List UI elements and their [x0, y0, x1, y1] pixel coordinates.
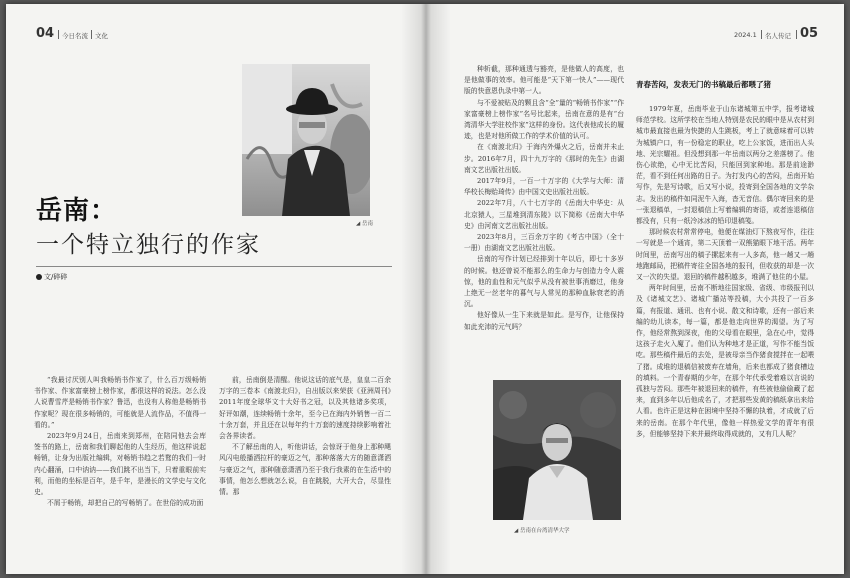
left-header-section-b: 文化 [95, 32, 108, 40]
paragraph: 两年时间里，岳南不断地往国家级、省级、市级报刊以及《诸城文艺》、诸城广播站等投稿，大小共投了一百多篇，有报道、通讯、也有小说、散文和诗歌，还有一部后来编的幼儿读本，每一篇，都是他走向世界的渴望。为了写作，他经常熬到深夜，他的父母看在眼里，急在心中，觉得这孩子走火入魔了。他们认为种地才是正道，写作不能当饭吃。那些稿件最后的去处，是被母亲当作猪食搅拌在一起喂了猪。成堆的退稿信被废弃在墙角，后来也都成了猪食槽边的填料。一个青春期的少年，在那个年代承受着难以言说的孤独与苦闷。那些年被退回来的稿件，有些被他偷偷藏了起来，直到多年以后他成名了，才把那些发黄的稿纸拿出来给人看。也许正是这种在困境中坚持不懈的执着，才成就了后来的岳南。在那个年代里，像他一样热爱文学的青年有很多，但能够坚持下来并最终取得成就的，又有几人呢？ [636, 284, 814, 438]
paragraph: “我最讨厌别人叫我畅销书作家了，什么百万级畅销书作家、作家富豪榜上榜作家，都很这样的说法。怎么没人说曹雪芹是畅销书作家？鲁迅，也没有人称他是畅销书作家呢？现在很多畅销的，可能就是人流作品，不值得一看的。” [34, 376, 206, 429]
paragraph: 那时候农村常常停电，他便在煤油灯下熬夜写作，往往一写就是一个通宵，第二天顶着一双熊猫眼下地干活。两年时间里，岳南写出的稿子摞起来有一人多高，他一趟又一趟地跑邮局，把稿件寄往全国各地的报刊，但收获的却是一次又一次的失望。退回的稿件越积越多，堆满了他住的小屋。 [636, 228, 814, 282]
right-photo-caption-text: 岳南在台湾清华大学 [519, 528, 570, 534]
paragraph: 2022年7月，八十七万字的《岳南大中华史：从北京猿人，三星堆到清东陵》以下简称《岳南大中华史》由河南文艺出版社出版。 [464, 199, 624, 230]
portrait-photo-white-shirt [493, 380, 621, 520]
paragraph: 不屑于畅销，却把自己的写畅销了。在世俗的成功面 [47, 499, 204, 508]
right-page-column-1 [464, 64, 624, 380]
paragraph: 2023年9月24日，岳南来到郑州，在陪同他去会库签书的路上，岳南和我们聊起他的人生经历，他这样说起畅销，让身为出版社编辑，对畅销书趋之若鹜的我们一时内心翻涌，口中讷讷——我们跳不出当下，只着重眼前实利，而他的坐标是百年，是千年，是漫长的文学史与文化史。 [34, 432, 206, 497]
portrait-illustration [242, 64, 370, 216]
left-page-column-1 [34, 375, 206, 571]
author-text: 文/碎碎 [44, 273, 68, 281]
portrait-photo-hat [242, 64, 370, 216]
left-page-number: 04 [36, 26, 55, 41]
paragraph: 前，岳南倒是清醒。他说这话的底气是，皇皇二百余万字的三卷本《南渡北归》，自出版以来荣获《亚洲周刊》2011年度全球华文十大好书之冠，以及其他诸多奖项，好评如潮，连续畅销十余年，至今已在海内外销售一百二十余万套，并且还在以每年约十万套的速度持续影响着社会各界读者。 [219, 376, 391, 441]
header-separator [796, 30, 797, 39]
right-photo-caption [514, 526, 570, 534]
right-header-date: 2024.1 [734, 31, 757, 39]
right-page-column-2 [636, 104, 814, 570]
title-rule [36, 266, 392, 267]
caption-marker-icon: ◢ [514, 528, 520, 534]
book-gutter-shadow [401, 4, 451, 574]
author-line [36, 272, 67, 282]
left-photo-caption-text: 岳南 [361, 221, 373, 227]
magazine-spread [6, 4, 844, 574]
paragraph: 2023年8月，三百余万字的《考古中国》（全十一册）由湖南文艺出版社出版。 [464, 233, 624, 253]
left-page-column-2 [219, 375, 391, 571]
paragraph: 在《南渡北归》于海内外爆火之后，岳南并未止步。2016年7月，四十九万字的《那时的先生》由湖南文艺出版社出版。 [464, 143, 624, 174]
left-photo-caption [356, 219, 373, 227]
paragraph: 2017年9月，一百一十万字的《大学与大师：清华校长梅贻琦传》由中国文史出版社出版。 [464, 177, 624, 197]
right-page-number: 05 [800, 26, 819, 41]
portrait-illustration-2 [493, 380, 621, 520]
paragraph: 种斩截，那种通透与豁亮，是他做人的高度，也是他做事的效率。他可能是“天下第一快人”——现代版的快意恩仇录中第一人。 [464, 65, 624, 96]
section-subhead: 青春苦闷，发表无门的书稿最后都喂了猪 [636, 80, 771, 89]
paragraph: 1979年夏，岳南毕业于山东诸城第五中学，报考诸城师范学校。这所学校在当地人特别是农民的眼中是从农村到城市最直接也最为快捷的人生跳板，考上了就意味着可以转为城镇户口，有一份稳定的职业，吃上公家饭，进而出人头地、光宗耀祖。但没想到那一年岳南以两分之差落榜了。他伤心欲绝，心中无比苦闷，只能回到家种地。那是前途渺茫，看不到任何出路的日子。为打发内心的苦闷，岳南开始写作，先是写诗歌，后又写小说，投寄到全国各地的文学杂志。发出的稿件如同泥牛入海，杳无音信。偶尔寄回来的是一张退稿单，一封退稿信上写着编辑的寄语，或者连退稿信都没有，只有一纸冷冰冰的铅印退稿笺。 [636, 105, 814, 226]
paragraph: 他好像从一生下来就是如此。是写作，让他保持如此充沛的元气吗？ [464, 311, 624, 331]
right-header-section: 名人传记 [765, 32, 791, 40]
header-separator [761, 30, 762, 39]
left-header-section-a: 今日名流 [62, 32, 88, 40]
author-dot-icon [36, 274, 42, 280]
article-title-name: 岳南： [36, 196, 118, 226]
paragraph: 不了解岳南的人，听他讲话，会惊讶于他身上那种飓风闪电般播洒拉杆的豪迈之气，那种落落大方的随意潇洒与豪迈之气，那种随意潇洒乃至于我行我素的在生活中的事情，他怎么想就怎么说，自在跳脱，大开大合，尽显性情。那 [219, 443, 391, 497]
header-separator [58, 30, 59, 39]
header-separator [91, 30, 92, 39]
caption-marker-icon: ◢ [356, 221, 362, 227]
paragraph: 岳南的写作计划已经排到十年以后，即七十多岁的时候。他还曾说不能那么的生命力与创造力令人震惊，他的血性和元气似乎从没有被世事消磨过，他身上绝无一丝老年的暮气与人常见的那种血脉衰老的消沉。 [464, 255, 624, 309]
article-title-subtitle: 一个特立独行的作家 [36, 232, 261, 258]
paragraph: 与不爱被贴及的颗且含“全”量的“畅销书作家”“作家富豪榜上榜作家”名号比起来，岳南在意的是有“台湾清华大学驻校作家”这样的身份。这代表他成长的履迹，也是对他所做工作的学术价值的认可。 [464, 98, 624, 141]
